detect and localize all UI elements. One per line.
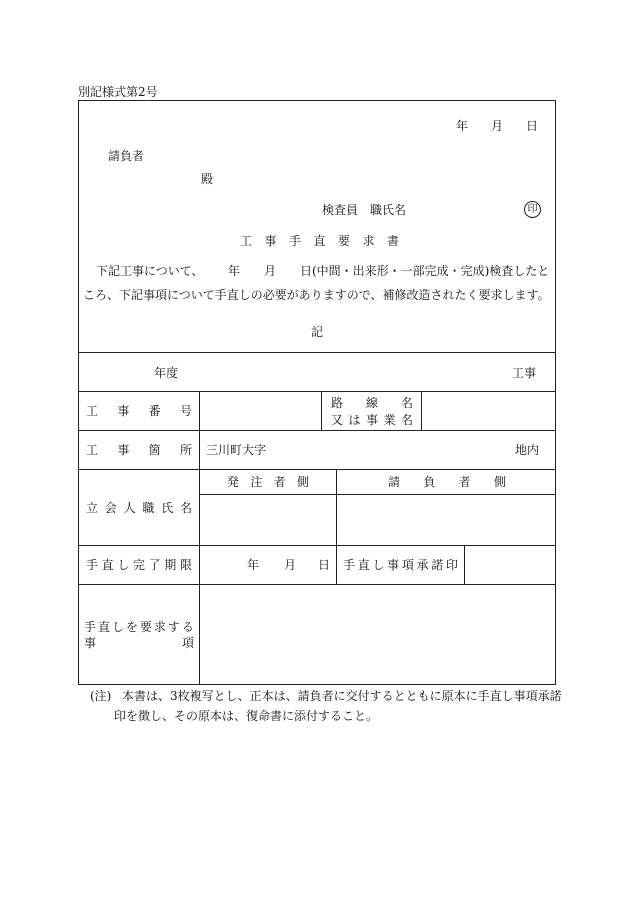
form-number: 別記様式第2号 [78, 85, 158, 99]
divider-route-right [421, 391, 422, 430]
frame-left [78, 100, 79, 685]
approval-seal-label: 手 直 し 事 項 承 諾 印 [343, 558, 458, 572]
ki-mark: 記 [311, 325, 324, 339]
frame-right [555, 100, 556, 685]
rule-witness [78, 545, 556, 546]
location-suffix: 地内 [515, 443, 540, 457]
addressee-label: 請負者 [108, 149, 145, 163]
witness-contractor-side: 請 負 者 側 [388, 475, 506, 489]
rule-deadline [78, 584, 556, 585]
inspector-seal-icon: 印 [524, 201, 541, 218]
rule-location [78, 469, 556, 470]
note-prefix: (注) [90, 689, 112, 703]
body-line1-year: 年 [228, 264, 241, 278]
rule-fiscal [78, 391, 556, 392]
items-label-line1: 手 直 し を 要 求 す る [84, 620, 194, 634]
deadline-year: 年 [247, 558, 260, 572]
note-line2: 印を徴し、その原本は、復命書に添付すること。 [114, 709, 379, 723]
construction-number-label: 工 事 番 号 [86, 404, 192, 418]
body-line1-part1: 下記工事について、 [96, 264, 204, 278]
deadline-day: 日 [318, 558, 331, 572]
document-title: 工事手直要求書 [240, 234, 412, 248]
route-name-line1: 路 線 名 [331, 396, 413, 410]
witness-label: 立 会 人 職 氏 名 [86, 501, 192, 515]
divider-witness [336, 469, 337, 585]
date-year-label: 年 [456, 119, 469, 133]
date-month-label: 月 [491, 119, 504, 133]
rule-witness-sub [199, 494, 556, 495]
divider-route-left [321, 391, 322, 430]
frame-top [78, 100, 556, 101]
body-line2: ころ、下記事項について手直しの必要がありますので、補修改造されたく要求します。 [83, 288, 550, 302]
rule-header-end [78, 352, 556, 353]
body-line1-month: 月 [264, 264, 277, 278]
deadline-label: 手 直 し 完 了 期 限 [86, 558, 192, 572]
addressee-honorific: 殿 [201, 172, 214, 186]
location-label: 工 事 箇 所 [86, 443, 192, 457]
inspector-label: 検査員 職氏名 [322, 203, 407, 217]
fiscal-year-suffix: 工事 [512, 366, 537, 380]
rule-number [78, 430, 556, 431]
fiscal-year-label: 年度 [154, 366, 179, 380]
witness-orderer-side: 発 注 者 側 [227, 475, 309, 489]
location-value: 三川町大字 [206, 443, 267, 457]
divider-seal [464, 545, 465, 585]
note-line1: 本書は、3枚複写とし、正本は、請負者に交付するとともに原本に手直し事項承諾 [122, 689, 562, 703]
deadline-month: 月 [284, 558, 297, 572]
label-divider [199, 391, 200, 685]
date-day-label: 日 [526, 119, 539, 133]
body-line1-part2: 日(中間・出来形・一部完成・完成)検査したと [300, 264, 550, 278]
route-name-line2: 又 は 事 業 名 [331, 413, 413, 427]
items-label-line2: 事 項 [84, 636, 194, 650]
frame-bottom [78, 684, 556, 685]
